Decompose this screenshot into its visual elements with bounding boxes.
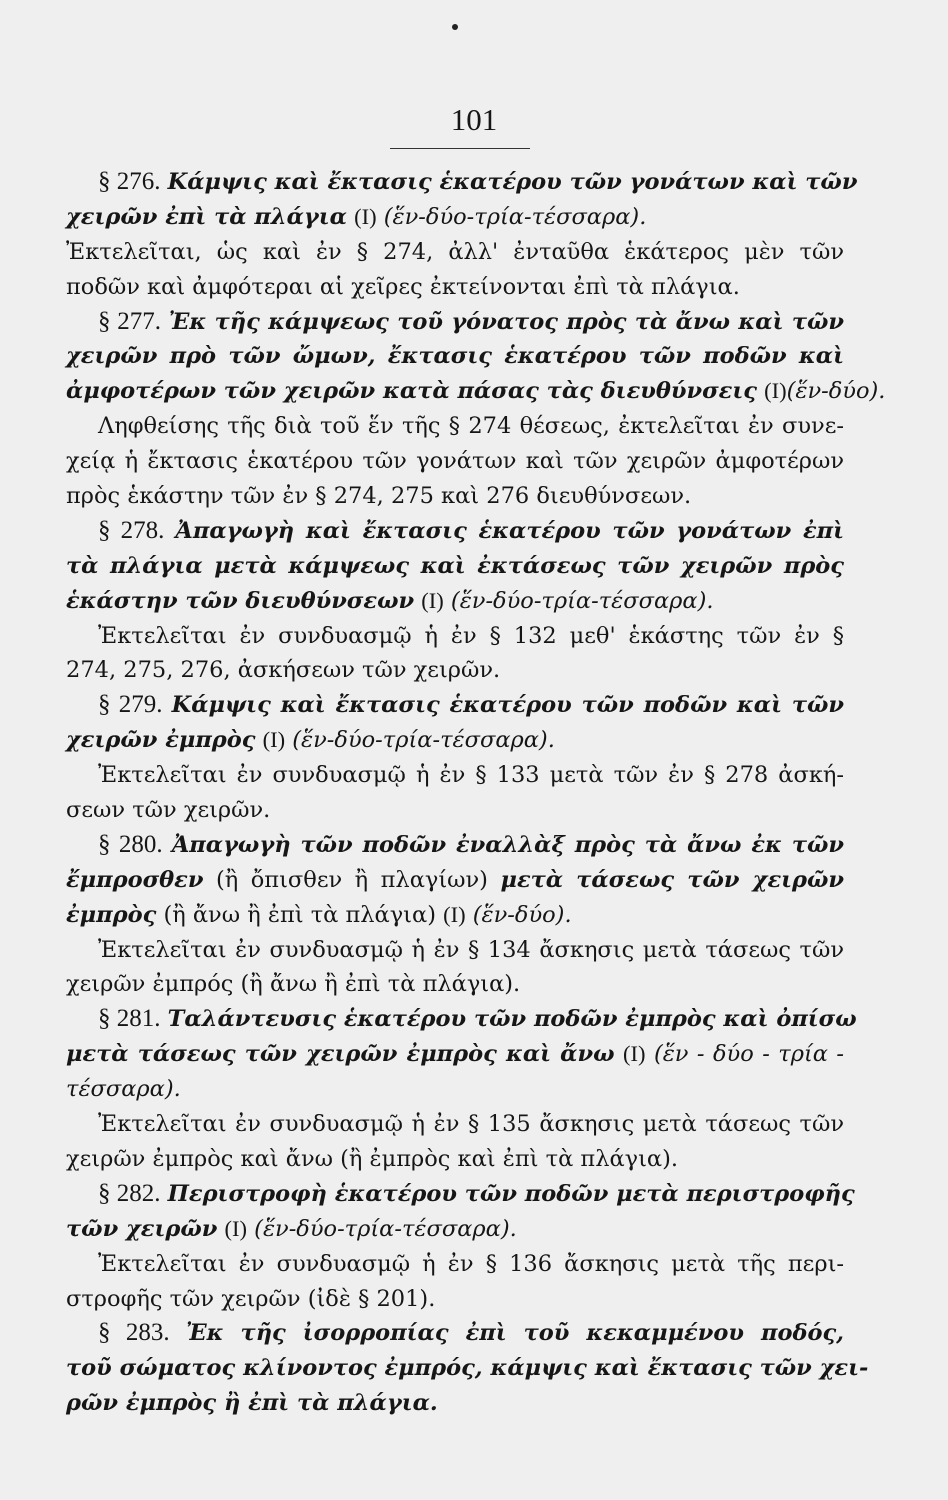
section-278-heading-line: § 278. Ἀπαγωγὴ καὶ ἔκτασις ἑκατέρου τῶν γονάτων ἐπὶ <box>98 516 845 544</box>
section-279-heading-line: § 279. Κάμψις καὶ ἔκτασις ἑκατέρου τῶν ποδῶν καὶ τῶν <box>98 691 844 719</box>
section-280-body-line: χειρῶν ἐμπρός (ἢ ἄνω ἢ ἐπὶ τὰ πλάγια). <box>66 971 521 998</box>
section-280-heading-line: ἐμπρὸς (ἢ ἄνω ἢ ἐπὶ τὰ πλάγια) (Ι) (ἕν-δύο). <box>66 901 572 928</box>
section-281-heading-line: μετὰ τάσεως τῶν χειρῶν ἐμπρὸς καὶ ἄνω (Ι) (ἕν - δύο - τρία - <box>66 1041 845 1068</box>
section-276-body-line: ποδῶν καὶ ἀμφότεραι αἱ χεῖρες ἐκτείνονται ἐπὶ τὰ πλάγια. <box>66 273 740 300</box>
section-283-heading-line: ρῶν ἐμπρὸς ἢ ἐπὶ τὰ πλάγια. <box>66 1390 438 1417</box>
section-276-body-line: Ἐκτελεῖται, ὡς καὶ ἐν § 274, ἀλλ' ἐνταῦθα ἑκάτερος μὲν τῶν <box>66 238 844 265</box>
header-rule <box>390 148 530 149</box>
section-283-heading-line: τοῦ σώματος κλίνοντος ἐμπρός, κάμψις καὶ ἔκτασις τῶν χει- <box>66 1355 869 1382</box>
section-282-body-line: στροφῆς τῶν χειρῶν (ἰδὲ § 201). <box>66 1285 436 1312</box>
page-number: 101 <box>450 102 498 137</box>
section-277-body-line: χείᾳ ἡ ἔκτασις ἑκατέρου τῶν γονάτων καὶ τῶν χειρῶν ἀμφοτέρων <box>66 448 844 475</box>
section-278-heading-line: τὰ πλάγια μετὰ κάμψεως καὶ ἐκτάσεως τῶν χειρῶν πρὸς <box>66 552 844 579</box>
section-281-body-line: χειρῶν ἐμπρὸς καὶ ἄνω (ἢ ἐμπρὸς καὶ ἐπὶ τὰ πλάγια). <box>66 1145 679 1172</box>
section-277-heading-line: ἀμφοτέρων τῶν χειρῶν κατὰ πάσας τὰς διευθύνσεις (Ι)(ἕν-δύο). <box>66 378 886 405</box>
section-277-body-line: Ληφθείσης τῆς διὰ τοῦ ἕν τῆς § 274 θέσεως, ἐκτελεῖται ἐν συνε- <box>98 413 844 440</box>
section-280-body-line: Ἐκτελεῖται ἐν συνδυασμῷ ἡ ἐν § 134 ἄσκησις μετὰ τάσεως τῶν <box>98 936 844 963</box>
section-279-body-line: Ἐκτελεῖται ἐν συνδυασμῷ ἡ ἐν § 133 μετὰ τῶν ἐν § 278 ἀσκή- <box>98 762 844 789</box>
section-277-heading-line: χειρῶν πρὸ τῶν ὤμων, ἔκτασις ἑκατέρου τῶν ποδῶν καὶ <box>66 343 844 370</box>
section-276-heading-line: § 276. Κάμψις καὶ ἔκτασις ἑκατέρου τῶν γονάτων καὶ τῶν <box>98 168 858 195</box>
section-276-heading-line: χειρῶν ἐπὶ τὰ πλάγια (Ι) (ἕν-δύο-τρία-τέσσαρα). <box>66 203 647 230</box>
section-281-body-line: Ἐκτελεῖται ἐν συνδυασμῷ ἡ ἐν § 135 ἄσκησις μετὰ τάσεως τῶν <box>98 1111 844 1138</box>
section-283-heading-line: § 283. Ἐκ τῆς ἰσορροπίας ἐπὶ τοῦ κεκαμμένου ποδός, <box>98 1319 845 1347</box>
section-281-heading-line: § 281. Ταλάντευσις ἑκατέρου τῶν ποδῶν ἐμπρὸς καὶ ὀπίσω <box>98 1005 857 1033</box>
section-280-heading-line: ἔμπροσθεν (ἢ ὄπισθεν ἢ πλαγίων) μετὰ τάσεως τῶν χειρῶν <box>66 866 845 893</box>
section-279-heading-line: χειρῶν ἐμπρὸς (Ι) (ἕν-δύο-τρία-τέσσαρα). <box>66 727 555 754</box>
section-278-heading-line: ἑκάστην τῶν διευθύνσεων (Ι) (ἕν-δύο-τρία-τέσσαρα). <box>66 587 714 614</box>
section-282-body-line: Ἐκτελεῖται ἐν συνδυασμῷ ἡ ἐν § 136 ἄσκησις μετὰ τῆς περι- <box>98 1250 844 1277</box>
section-278-body-line: 274, 275, 276, ἀσκήσεων τῶν χειρῶν. <box>66 657 501 684</box>
section-280-heading-line: § 280. Ἀπαγωγὴ τῶν ποδῶν ἐναλλὰξ πρὸς τὰ ἄνω ἐκ τῶν <box>98 830 845 858</box>
section-282-heading-line: τῶν χειρῶν (Ι) (ἕν-δύο-τρία-τέσσαρα). <box>66 1215 517 1242</box>
section-277-body-line: πρὸς ἑκάστην τῶν ἐν § 274, 275 καὶ 276 διευθύνσεων. <box>66 483 692 510</box>
section-277-heading-line: § 277. Ἐκ τῆς κάμψεως τοῦ γόνατος πρὸς τὰ ἄνω καὶ τῶν <box>98 307 845 335</box>
section-278-body-line: Ἐκτελεῖται ἐν συνδυασμῷ ἡ ἐν § 132 μεθ' ἑκάστης τῶν ἐν § <box>98 622 844 649</box>
page-body <box>66 165 886 1421</box>
section-282-heading-line: § 282. Περιστροφὴ ἑκατέρου τῶν ποδῶν μετὰ περιστροφῆς <box>98 1179 855 1207</box>
section-281-heading-line: τέσσαρα). <box>66 1076 181 1103</box>
ink-dot <box>452 24 458 30</box>
section-279-body-line: σεων τῶν χειρῶν. <box>66 797 271 824</box>
